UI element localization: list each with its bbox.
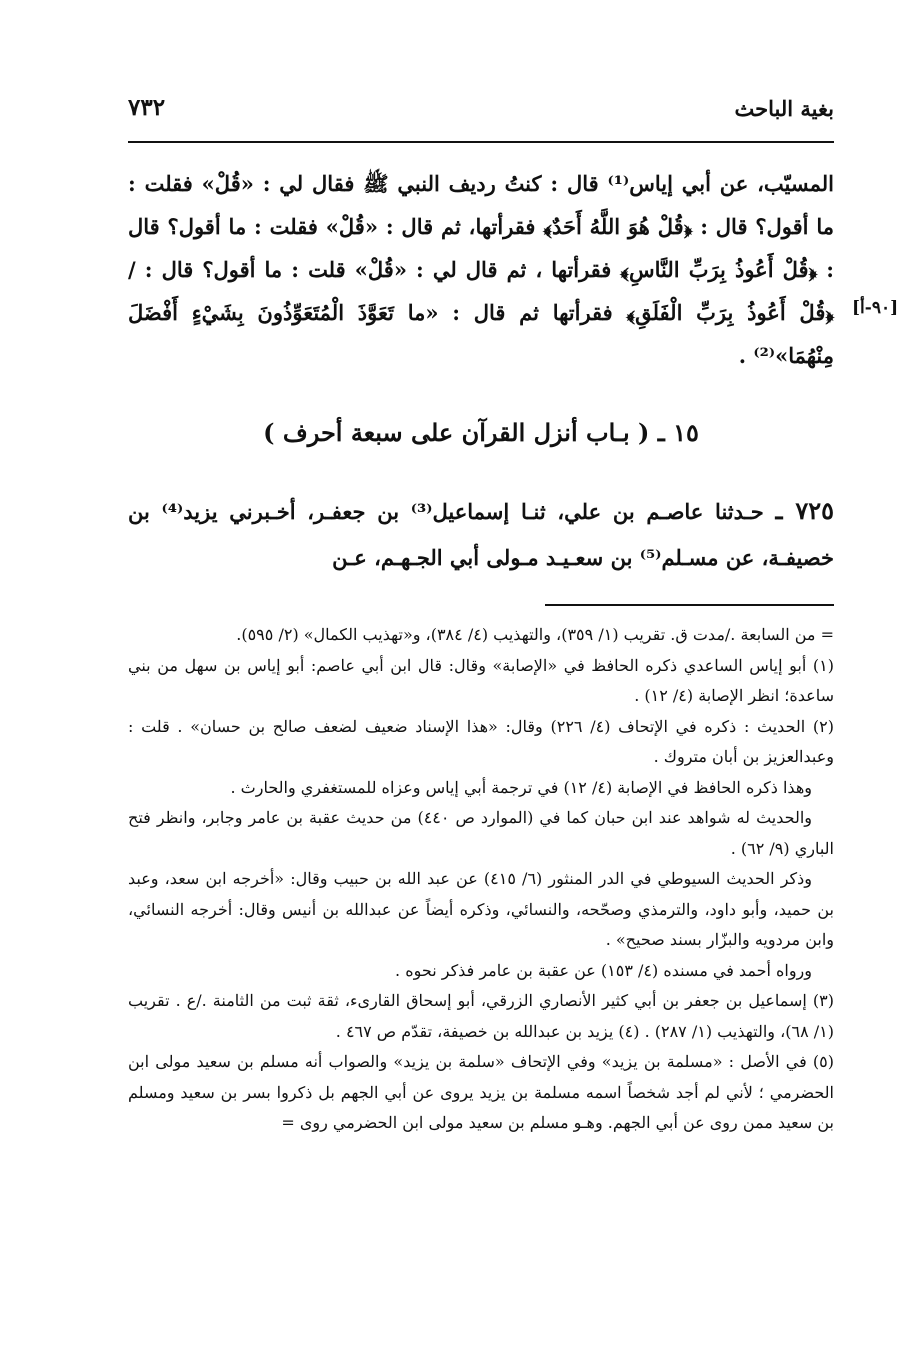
page-header (128, 92, 834, 126)
footnote-2-extra-b: والحديث له شواهد عند ابن حبان كما في (الموارد ص ٤٤٠) من حديث عقبة بن عامر وجابر، وانظر فتح الباري (٩/ ٦٢) . (128, 808, 834, 858)
footnote-2: (٢) الحديث : ذكره في الإتحاف (٤/ ٢٢٦) وقال: «هذا الإسناد ضعيف لضعف صالح بن حسان» . قلت : وعبدالعزيز بن أبان متروك . (128, 716, 835, 766)
footnote-1: (١) أبو إياس الساعدي ذكره الحافظ في «الإصابة» وقال: قال ابن أبي عاصم: أبو إياس بن سهل من بني ساعدة؛ انظر الإصابة (٤/ ١٢) . (128, 655, 834, 705)
footnote-rule (545, 604, 834, 606)
main-text (128, 162, 834, 377)
hadith-number: ٧٢٥ ـ (775, 496, 834, 525)
footnotes (128, 620, 834, 1139)
footnote-continuation: = من السابعة ./مدت ق. تقريب (١/ ٣٥٩)، والتهذيب (٤/ ٣٨٤)، و«تهذيب الكمال» (٢/ ٥٩٥). (236, 625, 834, 644)
footnote-2-extra-c: وذكر الحديث السيوطي في الدر المنثور (٦/ ٤١٥) عن عبد الله بن حبيب وقال: «أخرجه ابن سعد، وعبد بن حميد، وأبو داود، والترمذي وصحّحه، والنسائي، وذكره أيضاً عن عبدالله بن أنيس وقال: أخرجه النسائي، وابن مردويه والبزّار بسند صحيح» . (128, 869, 834, 949)
footnote-2-extra-a: وهذا ذكره الحافظ في الإصابة (٤/ ١٢) في ترجمة أبي إياس وعزاه للمستغفري والحارث . (230, 777, 812, 797)
margin-reference: [٩٠-أ] (852, 298, 899, 318)
footnote-2-extra-d: ورواه أحمد في مسنده (٤/ ١٥٣) عن عقبة بن عامر فذكر نحوه . (395, 960, 812, 980)
main-paragraph: المسيّب، عن أبي إياس⁽¹⁾ قال : كنتُ رديف النبي ﷺ فقال لي : «قُلْ» فقلت : ما أقول؟ قال : ﴿قُلْ هُوَ اللَّهُ أَحَدٌ﴾ فقرأتها، ثم قال : «قُلْ» فقلت : ما أقول؟ قال : ﴿قُلْ أَعُوذُ بِرَبِّ النَّاسِ﴾ فقرأتها ، ثم قال لي : «قُلْ» قلت : ما أقول؟ قال : / ﴿قُلْ أَعُوذُ بِرَبِّ الْفَلَقِ﴾ فقرأتها ثم قال : «ما تَعَوَّذَ الْمُتَعَوِّذُونَ بِشَيْءٍ أَفْضَلَ مِنْهُمَا»⁽²⁾ . (128, 171, 834, 368)
footnote-5: (٥) في الأصل : «مسلمة بن يزيد» وفي الإتحاف «سلمة بن يزيد» والصواب أنه مسلم بن سعيد مولى ابن الحضرمي ؛ لأني لم أجد شخصاً اسمه مسلمة بن يزيد يروى عن أبي الجهم بل ذكروا بسر بن سعيد ومسلم بن سعيد ممن روى عن أبي الجهم. وهـو مسلم بن سعيد مولى ابن الحضرمي روى = (128, 1052, 834, 1132)
page-number: ٧٣٢ (128, 94, 166, 121)
hadith-text: حـدثنا عاصـم بن علي، ثنـا إسماعيل⁽³⁾ بن جعفـر، أخـبرني يزيد⁽⁴⁾ بن خصيفـة، عن مسـلم⁽⁵⁾ بن سعـيـد مـولى أبي الجـهـم، عـن (128, 499, 834, 570)
hadith-paragraph (128, 488, 834, 581)
header-rule (128, 141, 834, 143)
book-title: بغية الباحث (734, 96, 834, 121)
chapter-heading: ١٥ ـ ( بـاب أنزل القرآن على سبعة أحرف ) (263, 418, 699, 447)
footnote-3-4: (٣) إسماعيل بن جعفر بن أبي كثير الأنصاري الزرقي، أبو إسحاق القارىء، ثقة ثبت من الثامنة ./ع . تقريب (١/ ٦٨)، والتهذيب (١/ ٢٨٧) . (٤) يزيد بن عبدالله بن خصيفة، تقدّم ص ٤٦٧ . (128, 991, 834, 1041)
